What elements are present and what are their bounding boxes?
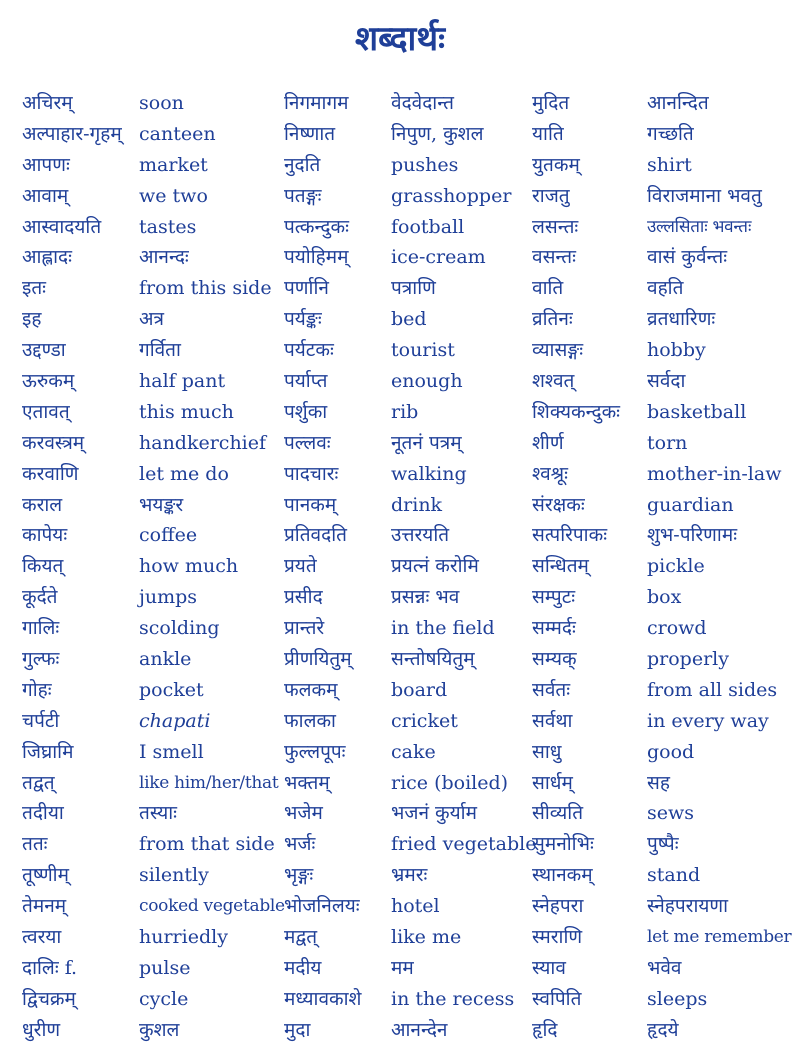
sanskrit-word: पर्यटकः	[284, 339, 334, 362]
vocab-row	[0, 551, 800, 582]
vocab-row	[0, 922, 800, 953]
word-meaning: हृदये	[647, 1018, 679, 1041]
word-meaning: chapati	[139, 709, 211, 732]
vocab-row	[0, 304, 800, 335]
sanskrit-word: आह्लादः	[22, 246, 72, 269]
vocab-row	[0, 490, 800, 521]
vocab-row	[0, 335, 800, 366]
vocab-row	[0, 212, 800, 243]
word-meaning: सन्तोषयितुम्	[391, 648, 475, 671]
word-meaning: in the recess	[391, 987, 515, 1010]
sanskrit-word: कराल	[22, 493, 63, 516]
word-meaning: torn	[647, 431, 688, 454]
sanskrit-word: स्मराणि	[532, 926, 583, 949]
sanskrit-word: राजतु	[532, 184, 570, 207]
sanskrit-word: सन्धितम्	[532, 555, 589, 578]
word-meaning: from that side	[139, 833, 275, 856]
word-meaning: गर्विता	[139, 339, 181, 362]
sanskrit-word: प्रयते	[284, 555, 317, 578]
word-meaning: bed	[391, 308, 427, 331]
word-meaning: fried vegetable	[391, 833, 537, 856]
sanskrit-word: कूर्दते	[22, 586, 58, 609]
sanskrit-word: पत्कन्दुकः	[284, 215, 349, 238]
vocab-row	[0, 520, 800, 551]
sanskrit-word: आवाम्	[22, 184, 69, 207]
sanskrit-word: पर्णानि	[284, 277, 329, 300]
sanskrit-word: पयोहिमम्	[284, 246, 349, 269]
vocab-row	[0, 706, 800, 737]
word-meaning: crowd	[647, 617, 707, 640]
word-meaning: half pant	[139, 370, 226, 393]
word-meaning: enough	[391, 370, 463, 393]
vocab-row	[0, 768, 800, 799]
word-meaning: भ्रमरः	[391, 864, 428, 887]
vocabulary-grid	[0, 88, 800, 1046]
sanskrit-word: कापेयः	[22, 524, 68, 547]
word-meaning: in every way	[647, 709, 769, 732]
sanskrit-word: शिक्यकन्दुकः	[532, 400, 621, 423]
sanskrit-word: आपणः	[22, 153, 70, 176]
word-meaning: handkerchief	[139, 431, 267, 454]
word-meaning: आनन्दित	[647, 92, 709, 114]
sanskrit-word: भृङ्गः	[284, 864, 314, 887]
word-meaning: प्रसन्नः भव	[391, 586, 460, 609]
word-meaning: I smell	[139, 740, 204, 763]
word-meaning: तस्याः	[139, 802, 178, 825]
word-meaning: cake	[391, 740, 436, 763]
sanskrit-word: फुल्लपूपः	[284, 740, 346, 763]
vocab-row	[0, 613, 800, 644]
word-meaning: pushes	[391, 153, 459, 176]
word-meaning: soon	[139, 92, 184, 114]
word-meaning: मम	[391, 956, 414, 979]
sanskrit-word: गालिः	[22, 617, 60, 640]
sanskrit-word: पतङ्गः	[284, 184, 322, 207]
word-meaning: good	[647, 740, 695, 763]
vocab-row	[0, 242, 800, 273]
sanskrit-word: फलकम्	[284, 678, 338, 701]
vocab-row	[0, 366, 800, 397]
sanskrit-word: वाति	[532, 277, 564, 300]
sanskrit-word: करवाणि	[22, 462, 79, 485]
vocab-row	[0, 891, 800, 922]
sanskrit-word: पादचारः	[284, 462, 339, 485]
word-meaning: like him/her/that	[139, 772, 279, 793]
word-meaning: भवेव	[647, 956, 682, 979]
word-meaning: jumps	[139, 586, 198, 609]
sanskrit-word: प्रीणयितुम्	[284, 648, 352, 671]
word-meaning: how much	[139, 555, 239, 578]
vocab-row	[0, 273, 800, 304]
word-meaning: प्रयत्नं करोमि	[391, 555, 479, 578]
sanskrit-word: युतकम्	[532, 153, 580, 176]
sanskrit-word: साधु	[532, 740, 562, 763]
word-meaning: market	[139, 153, 208, 176]
word-meaning: सर्वदा	[647, 370, 686, 393]
word-meaning: scolding	[139, 617, 220, 640]
vocab-row	[0, 984, 800, 1015]
word-meaning: grasshopper	[391, 184, 512, 207]
sanskrit-word: द्विचक्रम्	[22, 987, 76, 1010]
word-meaning: football	[391, 215, 465, 238]
vocab-row	[0, 582, 800, 613]
word-meaning: अत्र	[139, 308, 165, 331]
sanskrit-word: सम्पुटः	[532, 586, 576, 609]
sanskrit-word: नुदति	[284, 153, 321, 176]
sanskrit-word: अचिरम्	[22, 92, 73, 114]
word-meaning: guardian	[647, 493, 734, 516]
word-meaning: this much	[139, 400, 234, 423]
sanskrit-word: तूष्णीम्	[22, 864, 69, 887]
vocab-row	[0, 459, 800, 490]
word-meaning: वहति	[647, 277, 684, 300]
sanskrit-word: पल्लवः	[284, 431, 331, 454]
word-meaning: cycle	[139, 987, 189, 1010]
sanskrit-word: जिघ्रामि	[22, 740, 74, 763]
sanskrit-word: तेमनम्	[22, 895, 67, 918]
word-meaning: hobby	[647, 339, 706, 362]
word-meaning: from all sides	[647, 678, 778, 701]
sanskrit-word: स्नेहपरा	[532, 895, 584, 918]
word-meaning: पुष्पैः	[647, 833, 679, 856]
word-meaning: पत्राणि	[391, 277, 436, 300]
vocab-row	[0, 88, 800, 119]
word-meaning: व्रतधारिणः	[647, 308, 716, 331]
word-meaning: tourist	[391, 339, 455, 362]
word-meaning: walking	[391, 462, 467, 485]
sanskrit-word: गुल्फः	[22, 648, 60, 671]
word-meaning: drink	[391, 493, 443, 516]
vocab-row	[0, 737, 800, 768]
sanskrit-word: लसन्तः	[532, 215, 579, 238]
sanskrit-word: स्थानकम्	[532, 864, 593, 887]
sanskrit-word: मदीय	[284, 956, 322, 979]
word-meaning: निपुण, कुशल	[391, 122, 484, 145]
vocab-row	[0, 428, 800, 459]
sanskrit-word: तद्वत्	[22, 771, 55, 794]
sanskrit-word: ऊरुकम्	[22, 370, 75, 393]
word-meaning: उल्लसिताः भवन्तः	[647, 216, 752, 237]
sanskrit-word: वसन्तः	[532, 246, 576, 269]
word-meaning: hotel	[391, 895, 440, 918]
word-meaning: ice-cream	[391, 246, 486, 269]
sanskrit-word: पर्शुका	[284, 400, 328, 423]
sanskrit-word: हृदि	[532, 1018, 558, 1041]
vocab-row	[0, 798, 800, 829]
sanskrit-word: तदीया	[22, 802, 64, 825]
sanskrit-word: पानकम्	[284, 493, 337, 516]
word-meaning: आनन्दः	[139, 246, 189, 269]
word-meaning: from this side	[139, 277, 272, 300]
sanskrit-word: स्वपिति	[532, 987, 582, 1010]
word-meaning: sews	[647, 802, 695, 825]
sanskrit-word: दालिः f.	[22, 956, 78, 979]
sanskrit-word: इह	[22, 308, 42, 331]
word-meaning: वासं कुर्वन्तः	[647, 246, 728, 269]
sanskrit-word: फालका	[284, 709, 336, 732]
sanskrit-word: व्यासङ्गः	[532, 339, 584, 362]
vocab-row	[0, 150, 800, 181]
sanskrit-word: गोहः	[22, 678, 52, 701]
word-meaning: silently	[139, 864, 209, 887]
sanskrit-word: सीव्यति	[532, 802, 584, 825]
word-meaning: गच्छति	[647, 122, 694, 145]
sanskrit-word: मुदा	[284, 1018, 311, 1041]
word-meaning: stand	[647, 864, 701, 887]
word-meaning: pickle	[647, 555, 705, 578]
word-meaning: भजनं कुर्याम	[391, 802, 477, 825]
word-meaning: शुभ-परिणामः	[647, 524, 738, 547]
page-title: शब्दार्थः	[355, 19, 445, 59]
word-meaning: we two	[139, 184, 208, 207]
sanskrit-word: स्याव	[532, 956, 566, 979]
word-meaning: let me do	[139, 462, 229, 485]
word-meaning: pulse	[139, 956, 191, 979]
word-meaning: नूतनं पत्रम्	[391, 431, 462, 454]
sanskrit-word: अल्पाहार-गृहम्	[22, 122, 122, 145]
sanskrit-word: एतावत्	[22, 400, 70, 423]
word-meaning: उत्तरयति	[391, 524, 450, 547]
sanskrit-word: शीर्ण	[532, 431, 564, 454]
sanskrit-word: सुमनोभिः	[532, 833, 594, 856]
word-meaning: ankle	[139, 648, 192, 671]
sanskrit-word: संरक्षकः	[532, 493, 585, 516]
sanskrit-word: सर्वथा	[532, 709, 573, 732]
word-meaning: आनन्देन	[391, 1018, 448, 1041]
vocab-row	[0, 953, 800, 984]
sanskrit-word: ततः	[22, 833, 48, 856]
sanskrit-word: धुरीण	[22, 1018, 61, 1041]
vocab-row	[0, 644, 800, 675]
sanskrit-word: सम्यक्	[532, 648, 577, 671]
sanskrit-word: चर्पटी	[22, 709, 60, 732]
sanskrit-word: भर्जः	[284, 833, 316, 856]
word-meaning: विराजमाना भवतु	[647, 184, 762, 207]
sanskrit-word: सत्परिपाकः	[532, 524, 608, 547]
word-meaning: tastes	[139, 215, 197, 238]
word-meaning: स्नेहपरायणा	[647, 895, 729, 918]
sanskrit-word: श्वश्रूः	[532, 462, 568, 485]
word-meaning: hurriedly	[139, 926, 228, 949]
sanskrit-word: निष्णात	[284, 122, 336, 145]
sanskrit-word: भक्तम्	[284, 771, 330, 794]
word-meaning: like me	[391, 926, 462, 949]
sanskrit-word: सर्वतः	[532, 678, 571, 701]
sanskrit-word: प्रान्तरे	[284, 617, 325, 640]
word-meaning: canteen	[139, 122, 216, 145]
sanskrit-word: मद्वत्	[284, 926, 318, 949]
sanskrit-word: भोजनिलयः	[284, 895, 360, 918]
sanskrit-word: प्रतिवदति	[284, 524, 347, 547]
vocab-row	[0, 829, 800, 860]
sanskrit-word: याति	[532, 122, 564, 145]
word-meaning: let me remember	[647, 927, 792, 948]
vocab-row	[0, 675, 800, 706]
word-meaning: board	[391, 678, 448, 701]
sanskrit-word: मुदित	[532, 92, 570, 114]
sanskrit-word: भजेम	[284, 802, 323, 825]
sanskrit-word: उद्दण्डा	[22, 339, 66, 362]
vocab-row	[0, 119, 800, 150]
sanskrit-word: सम्मर्दः	[532, 617, 576, 640]
word-meaning: basketball	[647, 400, 747, 423]
vocab-row	[0, 397, 800, 428]
word-meaning: cooked vegetable	[139, 896, 285, 917]
sanskrit-word: पर्यङ्कः	[284, 308, 322, 331]
sanskrit-word: करवस्त्रम्	[22, 431, 85, 454]
sanskrit-word: मध्यावकाशे	[284, 987, 362, 1010]
word-meaning: box	[647, 586, 682, 609]
word-meaning: कुशल	[139, 1018, 180, 1041]
sanskrit-word: आस्वादयति	[22, 215, 102, 238]
sanskrit-word: निगमागम	[284, 92, 349, 114]
word-meaning: सह	[647, 771, 670, 794]
word-meaning: shirt	[647, 153, 692, 176]
vocab-row	[0, 1015, 800, 1046]
word-meaning: sleeps	[647, 987, 708, 1010]
sanskrit-word: पर्याप्त	[284, 370, 328, 393]
word-meaning: coffee	[139, 524, 198, 547]
vocab-row	[0, 860, 800, 891]
sanskrit-word: व्रतिनः	[532, 308, 573, 331]
word-meaning: भयङ्कर	[139, 493, 184, 516]
word-meaning: mother-in-law	[647, 462, 782, 485]
sanskrit-word: इतः	[22, 277, 46, 300]
word-meaning: pocket	[139, 678, 204, 701]
word-meaning: in the field	[391, 617, 495, 640]
word-meaning: वेदवेदान्त	[391, 92, 454, 114]
word-meaning: rib	[391, 400, 419, 423]
sanskrit-word: सार्धम्	[532, 771, 573, 794]
sanskrit-word: प्रसीद	[284, 586, 323, 609]
sanskrit-word: कियत्	[22, 555, 64, 578]
word-meaning: cricket	[391, 709, 458, 732]
word-meaning: properly	[647, 648, 729, 671]
sanskrit-word: शश्वत्	[532, 370, 575, 393]
word-meaning: rice (boiled)	[391, 771, 509, 794]
vocab-row	[0, 181, 800, 212]
sanskrit-word: त्वरया	[22, 926, 62, 949]
